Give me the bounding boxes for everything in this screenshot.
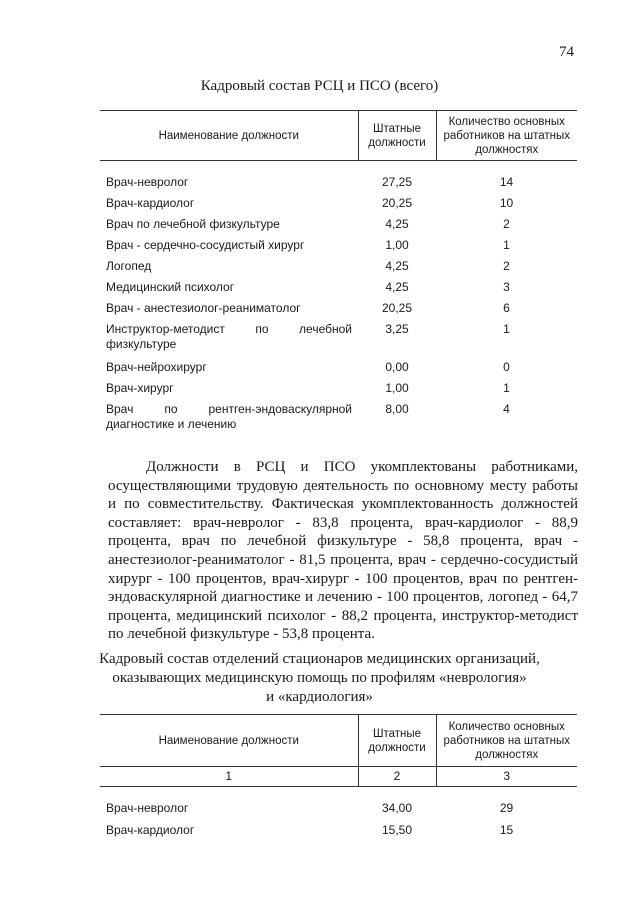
employee-count-cell-text: 4 — [503, 402, 510, 416]
position-name-cell — [100, 801, 358, 823]
position-name-cell-text: Врач-нейрохирург — [106, 360, 207, 374]
table-row — [100, 823, 577, 845]
table-row — [100, 175, 577, 196]
employee-count-cell — [436, 175, 577, 196]
position-name-cell — [100, 360, 358, 381]
table1-title: Кадровый состав РСЦ и ПСО (всего) — [200, 78, 439, 94]
staff-positions-cell — [358, 259, 436, 280]
position-name-cell-text: Врач-невролог — [106, 801, 189, 815]
position-name-cell-text: Врач - анестезиолог-реаниматолог — [106, 301, 301, 315]
employee-count-cell-text: 29 — [499, 801, 514, 815]
staff-positions-cell-text: 20,25 — [381, 301, 413, 315]
employee-count-cell-text: 0 — [503, 360, 510, 374]
employee-count-cell — [436, 259, 577, 280]
position-name-cell — [100, 217, 358, 238]
staff-table-rsc-pso — [100, 110, 577, 436]
staff-positions-cell-text: 0,00 — [385, 360, 409, 374]
position-name-cell — [100, 175, 358, 196]
table-row — [100, 801, 577, 823]
staff-positions-cell-text: 15,50 — [381, 823, 413, 837]
position-name-cell-text: Врач по лечебной физкультуре — [106, 217, 280, 231]
staff-positions-cell — [358, 196, 436, 217]
staff-positions-cell — [358, 402, 436, 436]
table-row — [100, 322, 577, 360]
table-header-row — [100, 715, 577, 767]
table-row — [100, 360, 577, 381]
staff-positions-cell-text: 4,25 — [385, 259, 409, 273]
staff-positions-cell — [358, 175, 436, 196]
position-name-cell — [100, 280, 358, 301]
position-name-cell-text: Врач по рентген-эндоваскулярной диагностике и лечению — [106, 402, 352, 431]
header-employee-count: Количество основных работников на штатных должностях — [436, 111, 577, 161]
position-name-cell-text: Врач-кардиолог — [106, 823, 195, 837]
table-row — [100, 301, 577, 322]
employee-count-cell — [436, 322, 577, 360]
position-name-cell — [100, 381, 358, 402]
employee-count-cell-text: 1 — [503, 381, 510, 395]
table-row — [100, 280, 577, 301]
table-row — [100, 402, 577, 436]
staff-positions-cell-text: 1,00 — [385, 238, 409, 252]
table-header-row — [100, 111, 577, 161]
header-position-name: Наименование должности — [100, 111, 358, 161]
position-name-cell — [100, 402, 358, 436]
staff-positions-cell-text: 4,25 — [385, 217, 409, 231]
position-name-cell — [100, 322, 358, 360]
employee-count-cell — [436, 196, 577, 217]
position-name-cell-text: Инструктор-методист по лечебной физкультуре — [106, 322, 352, 351]
position-name-cell — [100, 301, 358, 322]
employee-count-cell-text: 2 — [503, 217, 510, 231]
staff-positions-cell — [358, 801, 436, 823]
employee-count-cell — [436, 301, 577, 322]
table-row — [100, 381, 577, 402]
employee-count-cell — [436, 381, 577, 402]
employee-count-cell-text: 6 — [503, 301, 510, 315]
page-number: 74 — [559, 44, 574, 60]
staff-positions-cell-text: 3,25 — [385, 322, 409, 336]
header-staff-positions: Штатные должности — [358, 111, 436, 161]
staff-positions-cell-text: 34,00 — [381, 801, 413, 815]
position-name-cell-text: Медицинский психолог — [106, 280, 235, 294]
position-name-cell-text: Логопед — [106, 259, 152, 273]
position-name-cell — [100, 196, 358, 217]
staff-positions-cell-text: 27,25 — [381, 175, 413, 189]
employee-count-cell — [436, 217, 577, 238]
table2-title — [0, 650, 639, 707]
employee-count-cell-text: 1 — [503, 238, 510, 252]
position-name-cell-text: Врач-хирург — [106, 381, 174, 395]
employee-count-cell — [436, 801, 577, 823]
employee-count-cell — [436, 360, 577, 381]
staff-positions-cell — [358, 823, 436, 845]
position-name-cell-text: Врач-невролог — [106, 175, 189, 189]
staff-positions-cell — [358, 360, 436, 381]
staff-positions-cell-text: 20,25 — [381, 196, 413, 210]
employee-count-cell — [436, 238, 577, 259]
staff-table-hospital-departments — [100, 714, 577, 845]
position-name-cell — [100, 238, 358, 259]
column-number: 2 — [358, 767, 436, 787]
position-name-cell-text: Врач-кардиолог — [106, 196, 195, 210]
employee-count-cell-text: 2 — [503, 259, 510, 273]
column-number-row — [100, 767, 577, 787]
header-staff-positions: Штатные должности — [358, 715, 436, 767]
header-employee-count: Количество основных работников на штатных должностях — [436, 715, 577, 767]
column-number: 3 — [436, 767, 577, 787]
employee-count-cell-text: 15 — [499, 823, 514, 837]
column-number: 1 — [100, 767, 358, 787]
position-name-cell-text: Врач - сердечно-сосудистый хирург — [106, 238, 305, 252]
staff-positions-cell-text: 8,00 — [385, 402, 409, 416]
table2-title-line: Кадровый состав отделений стационаров медицинских организаций, — [99, 651, 540, 667]
staff-positions-cell — [358, 381, 436, 402]
table-row — [100, 196, 577, 217]
staffing-paragraph: Должности в РСЦ и ПСО укомплектованы работниками, осуществляющими трудовую деятельность по основному месту работы и по совместительству. Фактическая укомплектованность должностей составляет: врач-невролог - 83,8 процента, врач-кардиолог - 88,9 процента, врач по лечебной физкультуре - 58,8 процента, врач - анестезиолог-реаниматолог - 81,5 процента, врач - сердечно-сосудистый хирург - 100 процентов, врач-хирург - 100 процентов, врач по рентген-эндоваскулярной диагностике и лечению - 100 процентов, логопед - 64,7 процента, медицинский психолог - 88,2 процента, инструктор-методист по лечебной физкультуре - 53,8 процента. — [108, 459, 578, 643]
position-name-cell — [100, 259, 358, 280]
staff-positions-cell — [358, 238, 436, 259]
position-name-cell — [100, 823, 358, 845]
table-row — [100, 259, 577, 280]
table-row — [100, 238, 577, 259]
table2-title-line: оказывающих медицинскую помощь по профилям «неврология» — [112, 670, 527, 686]
staff-positions-cell — [358, 301, 436, 322]
header-position-name: Наименование должности — [100, 715, 358, 767]
employee-count-cell-text: 1 — [503, 322, 510, 336]
table-row — [100, 217, 577, 238]
staff-positions-cell-text: 4,25 — [385, 280, 409, 294]
employee-count-cell — [436, 823, 577, 845]
employee-count-cell — [436, 280, 577, 301]
employee-count-cell-text: 3 — [503, 280, 510, 294]
staff-positions-cell — [358, 217, 436, 238]
table2-title-line: и «кардиология» — [266, 689, 373, 705]
staff-positions-cell — [358, 280, 436, 301]
staff-positions-cell — [358, 322, 436, 360]
staff-positions-cell-text: 1,00 — [385, 381, 409, 395]
employee-count-cell-text: 10 — [499, 196, 514, 210]
employee-count-cell — [436, 402, 577, 436]
employee-count-cell-text: 14 — [499, 175, 514, 189]
